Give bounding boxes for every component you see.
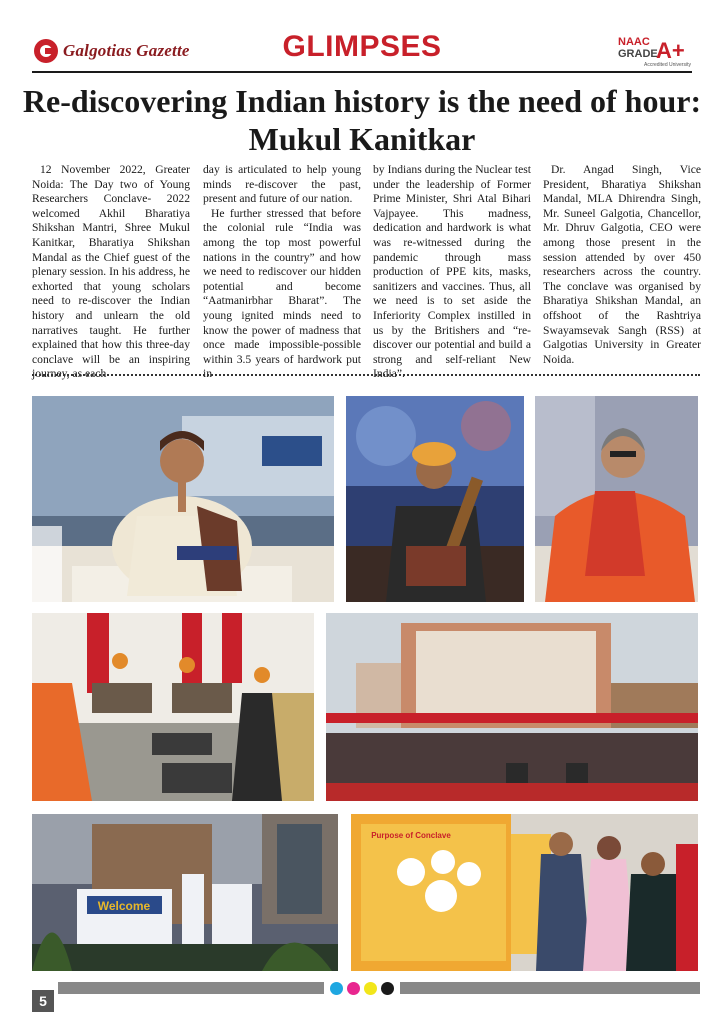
photo-panel-discussion [32,613,314,801]
photo-welcome-arch [32,814,338,971]
header-rule [32,71,692,73]
photo-guest-orange [535,396,698,602]
logo-text: Galgotias Gazette [63,41,190,60]
cyan-registration-dot [330,982,343,995]
footer-bar-right [400,982,700,994]
naac-badge [618,36,698,70]
naac-caption: Accredited University [644,62,691,68]
paragraph: by Indians during the Nuclear test under the leadership of Former Prime Minister, Shri Atal Bihari Vajpayee. This madness, dedication and hardwork is what was re-witnessed during the pandemic through mass production of PPE kits, masks, sanitizers and vaccines. Thus, all we need is to set aside the Inferiority Complex instilled in us by the Britishers and “re-discover our potential and build a strong and self-reliant New India”. [373,163,531,381]
article-column-1 [32,163,190,382]
photo-folk-musician [346,396,524,602]
article-headline: Re-discovering Indian history is the need of hour: Mukul Kanitkar [22,83,702,157]
black-registration-dot [381,982,394,995]
paragraph: 12 November 2022, Greater Noida: The Day two of Young Researchers Conclave- 2022 welcomed Akhil Bharatiya Shikshan Mantri, Shree Mukul Kanitkar, Bharatiya Shikshan Mandal as the Chief guest of the plenary session. In his address, he exhorted that young scholars need to re-discover the Indian history and unlearn the old narratives taught. He further explained that how this three-day conclave will be an inspiring journey, as each [32,163,190,381]
paragraph: He further stressed that before the colonial rule “India was among the top most powerful nations in the country” and how we need to rediscover our hidden potential and become “Aatmanirbhar Bharat”. The young ignited minds need to know the power of madness that once made impossible-possible within 3.5 years of hardwork put in [203,206,361,381]
naac-grade-mark: A+ [656,38,685,63]
article-column-2 [203,163,361,382]
paragraph: Dr. Angad Singh, Vice President, Bharatiya Shikshan Mandal, MLA Dhirendra Singh, Mr. Suneel Galgotia, Chancellor, Mr. Dhruv Galgotia, CEO were among those present in the session attended by over 450 researchers across the country. The conclave was organised by Bharatiya Shikshan Mandal, an offshoot of the Rashtriya Swayamsevak Sangh (RSS) at Galgotias University in Greater Noida. [543,163,701,366]
photo-purpose-board [351,814,698,971]
article-column-4 [543,163,701,367]
paragraph: day is articulated to help young minds re-discover the past, present and future of our nation. [203,163,361,206]
section-title: GLIMPSES [282,30,442,63]
yellow-registration-dot [364,982,377,995]
footer-bar-left [58,982,324,994]
naac-label: NAAC [618,36,650,48]
naac-grade-label: GRADE [618,48,658,60]
magenta-registration-dot [347,982,360,995]
banner-welcome-text: Welcome [97,899,151,913]
board-title: Purpose of Conclave [371,831,451,840]
article-column-3 [373,163,531,382]
page-number: 5 [32,990,54,1012]
photo-group-building [326,613,698,801]
section-divider [32,374,700,376]
photo-chief-guest-speaking [32,396,334,602]
